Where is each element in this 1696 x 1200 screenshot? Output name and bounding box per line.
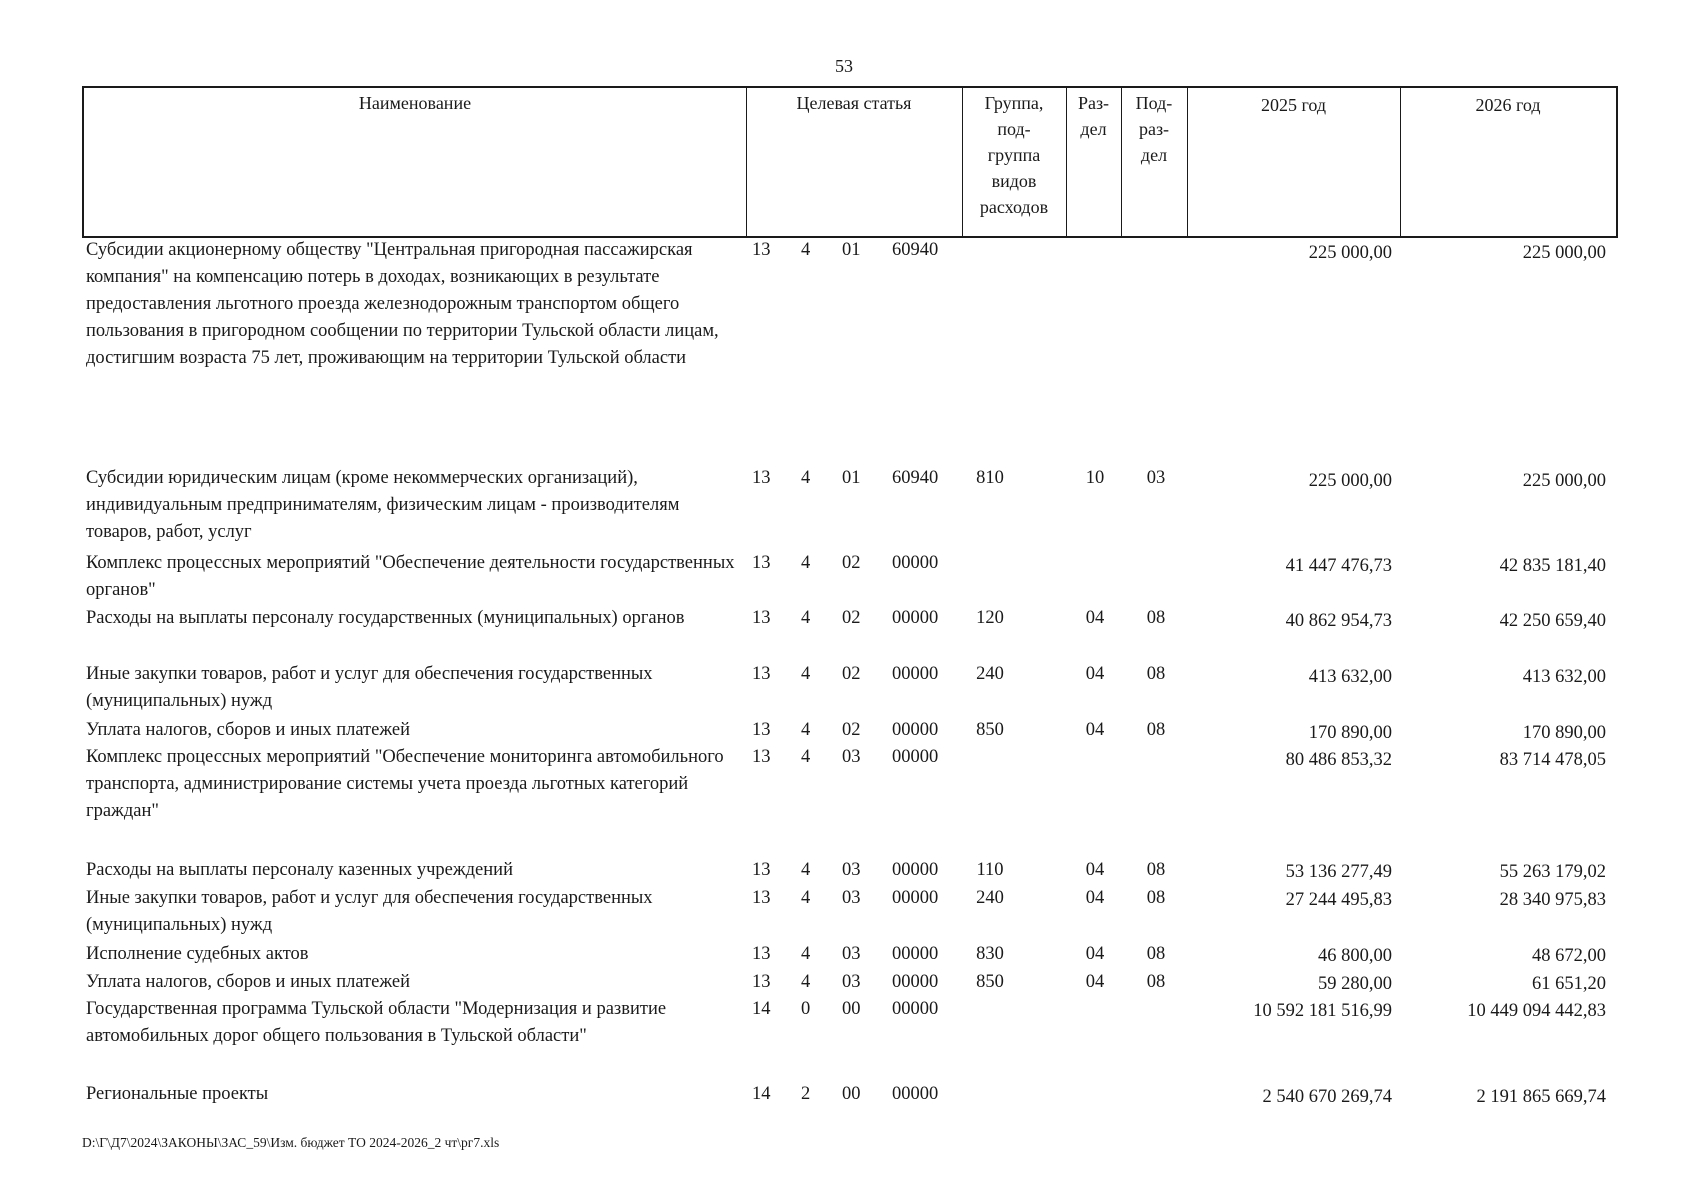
target-article-subprogram: 02	[842, 720, 861, 740]
header-group-line: под-	[997, 119, 1031, 139]
podrazdel: 08	[1146, 860, 1166, 880]
row-name: Иные закупки товаров, работ и услуг для обеспечения государственных (муниципальных) нужд	[86, 888, 653, 935]
amount-2025: 225 000,00	[1308, 243, 1392, 263]
target-article-type: 4	[801, 972, 811, 992]
target-article-direction: 00000	[892, 972, 939, 992]
razdel: 10	[1085, 468, 1105, 488]
row-name: Исполнение судебных актов	[86, 944, 309, 964]
target-article-subprogram: 03	[842, 972, 861, 992]
target-article-type: 4	[801, 608, 811, 628]
amount-2026: 42 250 659,40	[1499, 611, 1606, 631]
target-article-direction: 00000	[892, 553, 939, 573]
expense-group: 830	[976, 944, 1004, 964]
razdel: 04	[1085, 860, 1105, 880]
podrazdel: 08	[1146, 720, 1166, 740]
amount-2025: 40 862 954,73	[1285, 611, 1392, 631]
amount-2026: 225 000,00	[1522, 471, 1606, 491]
row-name: Субсидии акционерному обществу "Центральная пригородная пассажирская компания" на компенсацию потерь в доходах, возникающих в результате предоставления льготного проезда железнодорожным транспортом общего пользования в пригородном сообщении по территории Тульской области лицам, достигшим возраста 75 лет, проживающим на территории Тульской области	[86, 240, 719, 368]
row-name: Расходы на выплаты персоналу казенных учреждений	[86, 860, 513, 880]
header-name: Наименование	[358, 93, 472, 113]
amount-2025: 2 540 670 269,74	[1262, 1087, 1392, 1107]
target-article-direction: 00000	[892, 608, 939, 628]
amount-2026: 83 714 478,05	[1499, 750, 1606, 770]
amount-2026: 225 000,00	[1522, 243, 1606, 263]
podrazdel: 08	[1146, 608, 1166, 628]
amount-2025: 59 280,00	[1318, 974, 1392, 994]
expense-group: 850	[976, 720, 1004, 740]
target-article-subprogram: 02	[842, 608, 861, 628]
header-razdel-line: дел	[1080, 119, 1107, 139]
amount-2026: 10 449 094 442,83	[1467, 1001, 1606, 1021]
target-article-type: 4	[801, 944, 811, 964]
target-article-subprogram: 03	[842, 747, 861, 767]
target-article-subprogram: 00	[842, 999, 861, 1019]
row-name: Субсидии юридическим лицам (кроме некоммерческих организаций), индивидуальным предпринимателям, физическим лицам - производителям товаров, работ, услуг	[86, 468, 680, 542]
target-article-direction: 00000	[892, 720, 939, 740]
amount-2026: 55 263 179,02	[1499, 862, 1606, 882]
header-razdel-line: Раз-	[1077, 93, 1110, 113]
podrazdel: 08	[1146, 972, 1166, 992]
header-group-line: видов	[991, 171, 1037, 191]
amount-2026: 2 191 865 669,74	[1476, 1087, 1606, 1107]
amount-2025: 10 592 181 516,99	[1253, 1001, 1392, 1021]
amount-2026: 48 672,00	[1532, 946, 1606, 966]
header-group-line: Группа,	[984, 93, 1044, 113]
razdel: 04	[1085, 608, 1105, 628]
target-article-program: 13	[752, 747, 771, 767]
target-article-direction: 00000	[892, 1084, 939, 1104]
row-name: Комплекс процессных мероприятий "Обеспечение мониторинга автомобильного транспорта, администрирование системы учета проезда льготных категорий граждан"	[86, 747, 724, 821]
row-name: Уплата налогов, сборов и иных платежей	[86, 720, 411, 740]
amount-2025: 41 447 476,73	[1285, 556, 1392, 576]
target-article-subprogram: 03	[842, 944, 861, 964]
header-podrazdel-line: Под-	[1135, 93, 1173, 113]
amount-2025: 53 136 277,49	[1285, 862, 1392, 882]
target-article-type: 4	[801, 888, 811, 908]
target-article-subprogram: 01	[842, 468, 861, 488]
razdel: 04	[1085, 944, 1105, 964]
expense-group: 240	[976, 888, 1004, 908]
row-name: Иные закупки товаров, работ и услуг для обеспечения государственных (муниципальных) нужд	[86, 664, 653, 711]
target-article-program: 13	[752, 972, 771, 992]
page-number: 53	[835, 56, 853, 76]
amount-2026: 170 890,00	[1522, 723, 1606, 743]
row-name: Региональные проекты	[86, 1084, 269, 1104]
target-article-program: 14	[752, 1084, 771, 1104]
target-article-subprogram: 00	[842, 1084, 861, 1104]
header-year-2025: 2025 год	[1260, 95, 1327, 115]
target-article-direction: 00000	[892, 999, 939, 1019]
podrazdel: 08	[1146, 944, 1166, 964]
header-year-2026: 2026 год	[1475, 95, 1541, 115]
header-podrazdel-line: раз-	[1138, 119, 1170, 139]
target-article-direction: 00000	[892, 860, 939, 880]
file-path-footer: D:\Г\Д7\2024\ЗАКОНЫ\ЗАС_59\Изм. бюджет ТО 2024-2026_2 чт\рг7.xls	[82, 1135, 500, 1150]
header-group-line: группа	[987, 145, 1041, 165]
target-article-subprogram: 01	[842, 240, 861, 260]
target-article-type: 4	[801, 240, 811, 260]
razdel: 04	[1085, 720, 1105, 740]
amount-2025: 80 486 853,32	[1285, 750, 1392, 770]
target-article-program: 13	[752, 553, 771, 573]
target-article-program: 13	[752, 608, 771, 628]
header-group-line: расходов	[979, 197, 1049, 217]
razdel: 04	[1085, 664, 1105, 684]
amount-2025: 46 800,00	[1318, 946, 1392, 966]
row-name: Комплекс процессных мероприятий "Обеспечение деятельности государственных органов"	[86, 553, 735, 600]
amount-2025: 170 890,00	[1308, 723, 1392, 743]
target-article-direction: 00000	[892, 944, 939, 964]
podrazdel: 03	[1146, 468, 1166, 488]
target-article-direction: 00000	[892, 888, 939, 908]
header-podrazdel-line: дел	[1140, 145, 1168, 165]
target-article-program: 13	[752, 888, 771, 908]
row-name: Уплата налогов, сборов и иных платежей	[86, 972, 411, 992]
target-article-program: 14	[752, 999, 771, 1019]
target-article-type: 0	[801, 999, 811, 1019]
target-article-type: 2	[801, 1084, 811, 1104]
target-article-type: 4	[801, 664, 811, 684]
header-target-article: Целевая статья	[796, 93, 912, 113]
target-article-type: 4	[801, 553, 811, 573]
target-article-direction: 60940	[892, 468, 939, 488]
target-article-direction: 00000	[892, 747, 939, 767]
row-name: Государственная программа Тульской области "Модернизация и развитие автомобильных дорог общего пользования в Тульской области"	[86, 999, 667, 1046]
target-article-program: 13	[752, 944, 771, 964]
row-name: Расходы на выплаты персоналу государственных (муниципальных) органов	[86, 608, 685, 628]
target-article-subprogram: 03	[842, 888, 861, 908]
expense-group: 240	[976, 664, 1004, 684]
target-article-program: 13	[752, 240, 771, 260]
expense-group: 810	[976, 468, 1004, 488]
expense-group: 850	[976, 972, 1004, 992]
target-article-type: 4	[801, 468, 811, 488]
amount-2025: 413 632,00	[1308, 667, 1392, 687]
target-article-subprogram: 02	[842, 553, 861, 573]
amount-2025: 225 000,00	[1308, 471, 1392, 491]
razdel: 04	[1085, 888, 1105, 908]
amount-2026: 413 632,00	[1522, 667, 1606, 687]
target-article-type: 4	[801, 747, 811, 767]
amount-2026: 28 340 975,83	[1499, 890, 1606, 910]
podrazdel: 08	[1146, 664, 1166, 684]
razdel: 04	[1085, 972, 1105, 992]
target-article-type: 4	[801, 860, 811, 880]
target-article-direction: 00000	[892, 664, 939, 684]
target-article-subprogram: 03	[842, 860, 861, 880]
expense-group: 120	[976, 608, 1004, 628]
target-article-program: 13	[752, 664, 771, 684]
expense-group: 110	[976, 860, 1004, 880]
amount-2025: 27 244 495,83	[1285, 890, 1392, 910]
target-article-program: 13	[752, 860, 771, 880]
target-article-direction: 60940	[892, 240, 939, 260]
podrazdel: 08	[1146, 888, 1166, 908]
target-article-program: 13	[752, 720, 771, 740]
target-article-type: 4	[801, 720, 811, 740]
target-article-subprogram: 02	[842, 664, 861, 684]
amount-2026: 42 835 181,40	[1499, 556, 1606, 576]
amount-2026: 61 651,20	[1532, 974, 1606, 994]
target-article-program: 13	[752, 468, 771, 488]
